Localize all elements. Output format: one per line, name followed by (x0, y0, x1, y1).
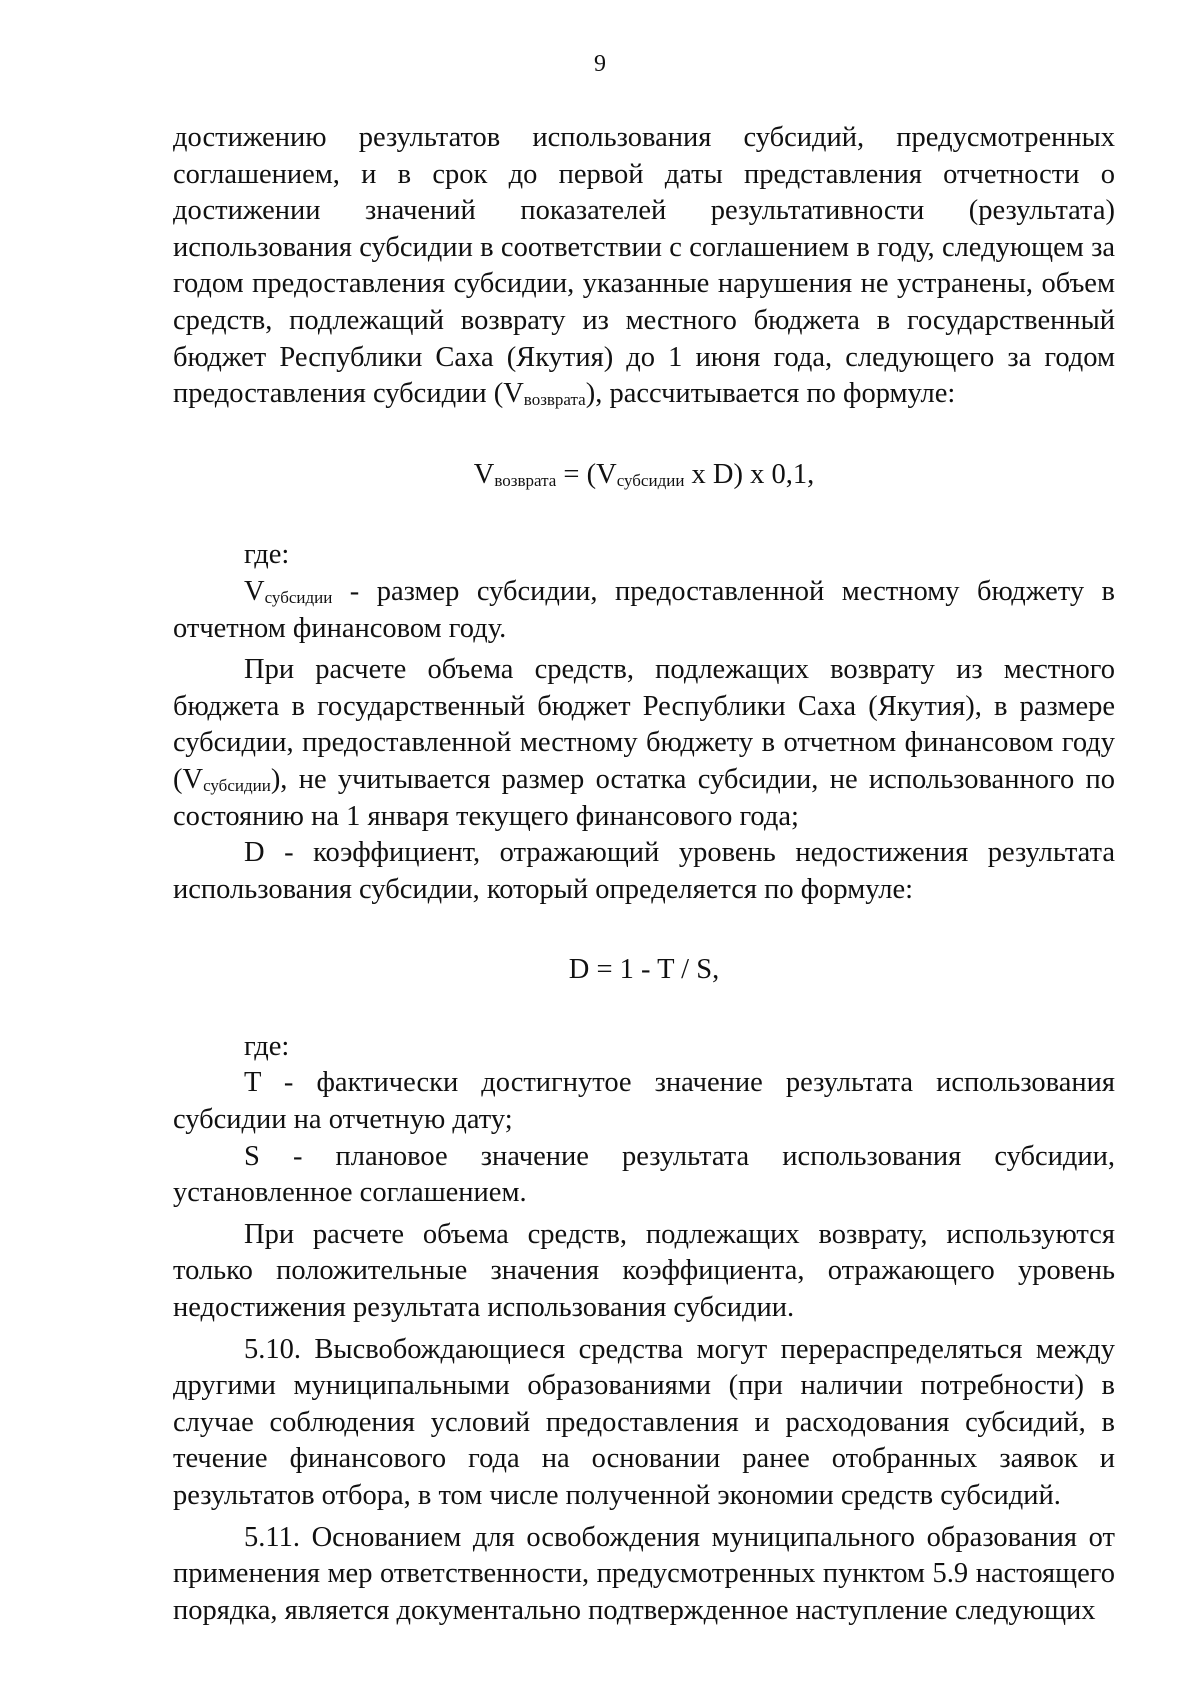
paragraph-positive-values: При расчете объема средств, подлежащих возврату, используются только положительные значения коэффициента, отражающего уровень недостижения результата использования субсидии. (173, 1218, 1115, 1324)
paragraph-continuation (173, 120, 1115, 413)
page-number: 9 (594, 51, 606, 77)
definition-v-subsidy: $V_{субсидии}$ - размер субсидии, предоставленной местному бюджету в отчетном финансовом году. (173, 575, 1115, 644)
paragraph-text: достижению результатов использования субсидий, предусмотренных соглашением, и в срок до первой даты представления отчетности о достижении значений показателей результативности (результата) использования субсидии в соответствии с соглашением в году, следующем за годом предоставления субсидии, указанные нарушения не устранены, объем средств, подлежащий возврату из местного бюджета в государственный бюджет Республики Саха (Якутия) до 1 июня года, следующего за годом предоставления субсидии (V (173, 122, 1115, 410)
definition-d-coefficient: D - коэффициент, отражающий уровень недостижения результата использования субсидии, который определяется по формуле: (173, 837, 1115, 905)
paragraph-5-10: 5.10. Высвобождающиеся средства могут перераспределяться между другими муниципальными образованиями (при наличии потребности) в случае соблюдения условий предоставления и расходования субсидий, в течение финансового года на основании ранее отобранных заявок и результатов отбора, в том числе полученной экономии средств субсидий. (173, 1333, 1115, 1511)
where-label: где: (244, 1030, 290, 1062)
formula-d: D = 1 - T / S, (568, 954, 720, 986)
paragraph-calculation-note: При расчете объема средств, подлежащих возврату из местного бюджета в государственный бюджет Республики Саха (Якутия), в размере субсидии, предоставленной местному бюджету в отчетном финансовом году $(V_{субсидии})$, не учитывается размер остатка субсидии, не использованного по состоянию на 1 января текущего финансового года; (173, 654, 1115, 832)
where-label: где: (244, 539, 290, 571)
definition-t: T - фактически достигнутое значение результата использования субсидии на отчетную дату; (173, 1067, 1115, 1136)
subscript: возврата (523, 390, 586, 410)
definition-s: S - плановое значение результата использования субсидии, установленное соглашением. (173, 1140, 1115, 1209)
document-body (173, 120, 1115, 1629)
paragraph-text: ), рассчитывается по формуле: (585, 378, 956, 410)
formula-refund-volume: $V_{возврата} = (V_{субсидии}$ x D) x 0,1, (473, 458, 815, 490)
paragraph-5-11: 5.11. Основанием для освобождения муниципального образования от применения мер ответственности, предусмотренных пунктом 5.9 настоящего порядка, является документально подтвержденное наступление следующих (173, 1521, 1115, 1626)
